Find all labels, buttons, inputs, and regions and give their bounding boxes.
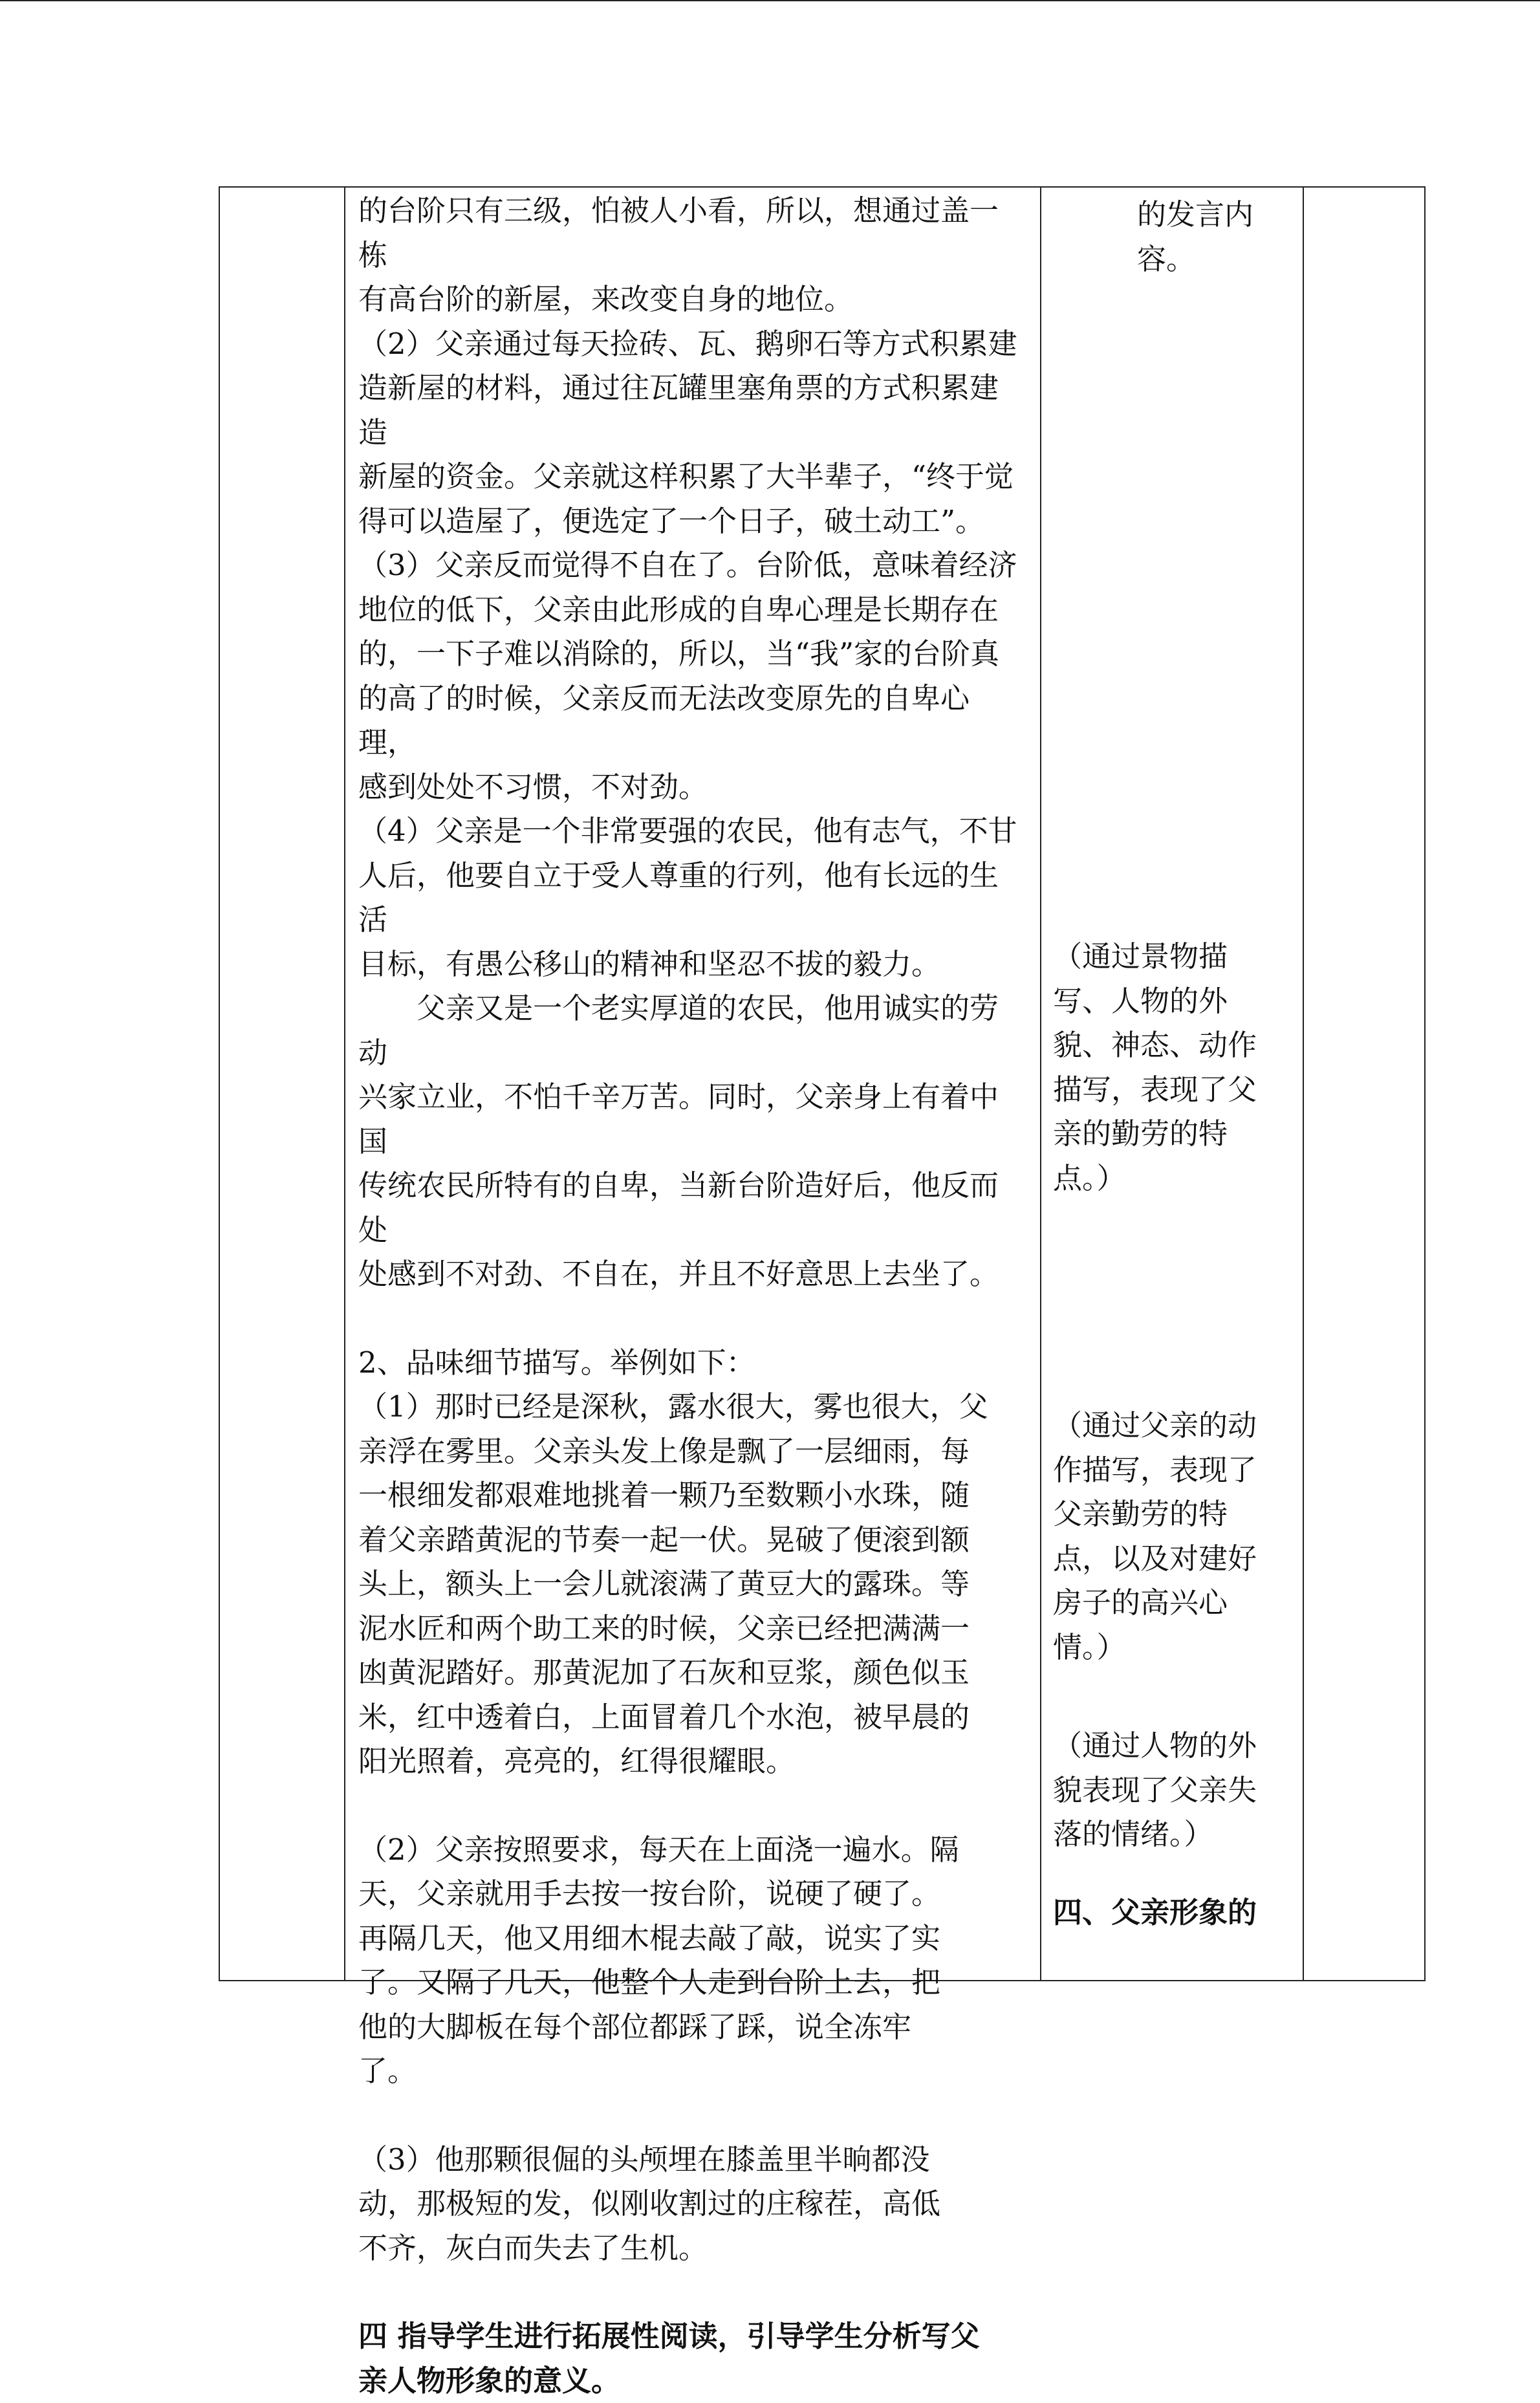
text-line: （4）父亲是一个非常要强的农民，他有志气，不甘: [358, 809, 1027, 854]
example-2: [358, 1828, 1027, 2094]
text-line: 的台阶只有三级，怕被人小看，所以，想通过盖一栋: [358, 189, 1027, 277]
text-line: 有高台阶的新屋，来改变自身的地位。: [358, 277, 1027, 322]
note-line: （通过人物的外: [1053, 1724, 1294, 1768]
text-line: 处感到不对劲、不自在，并且不好意思上去坐了。: [358, 1252, 1027, 1297]
lesson-table: [219, 186, 1426, 1981]
analysis-section: [358, 189, 1027, 986]
text-line: 造新屋的材料，通过往瓦罐里塞角票的方式积累建造: [358, 366, 1027, 455]
text-line: 了。又隔了几天，他整个人走到台阶上去，把: [358, 1961, 1027, 2005]
text-line: （2）父亲通过每天捡砖、瓦、鹅卵石等方式积累建: [358, 322, 1027, 367]
section-heading: 2、品味细节描写。举例如下：: [358, 1341, 1027, 1386]
notes-column: [1041, 188, 1303, 1980]
note-line: 点，以及对建好: [1053, 1537, 1294, 1582]
note-action-description: [1053, 1404, 1294, 1669]
text-line: 的高了的时候，父亲反而无法改变原先的自卑心理，: [358, 677, 1027, 765]
text-line: （3）父亲反而觉得不自在了。台阶低，意味着经济: [358, 543, 1027, 588]
note-line: 落的情绪。）: [1053, 1812, 1294, 1857]
text-line: 感到处处不习惯，不对劲。: [358, 765, 1027, 810]
summary-paragraph: [358, 986, 1027, 1297]
empty-right-column: [1304, 188, 1424, 1980]
text-line: 的，一下子难以消除的，所以，当“我”家的台阶真: [358, 632, 1027, 677]
spacer: [358, 2270, 1027, 2314]
text-line: 他的大脚板在每个部位都踩了踩，说全冻牢: [358, 2005, 1027, 2050]
spacer: [358, 1784, 1027, 1828]
extended-reading-heading: [358, 2314, 1027, 2403]
note-line: 描写，表现了父: [1053, 1068, 1294, 1113]
text-line: 人后，他要自立于受人尊重的行列，他有长远的生活: [358, 854, 1027, 942]
spacer: [358, 1297, 1027, 1341]
text-line: 阳光照着，亮亮的，红得很耀眼。: [358, 1739, 1027, 1784]
note-line: 点。）: [1053, 1157, 1294, 1201]
note-line: 房子的高兴心: [1053, 1581, 1294, 1626]
text-line: 传统农民所特有的自卑，当新台阶造好后，他反而处: [358, 1164, 1027, 1252]
text-line: 兴家立业，不怕千辛万苦。同时，父亲身上有着中国: [358, 1075, 1027, 1164]
note-line: 貌、神态、动作: [1053, 1023, 1294, 1068]
note-speech-content: [1053, 193, 1294, 281]
note-line: 父亲勤劳的特: [1053, 1492, 1294, 1537]
text-line: 亲人物形象的意义。: [358, 2359, 1027, 2403]
text-line: （3）他那颗很倔的头颅埋在膝盖里半晌都没: [358, 2138, 1027, 2182]
note-line: 亲的勤劳的特: [1053, 1112, 1294, 1157]
note-line: 四、父亲形象的: [1053, 1891, 1294, 1935]
text-line: 了。: [358, 2049, 1027, 2094]
note-line: （通过父亲的动: [1053, 1404, 1294, 1448]
text-line: 四 指导学生进行拓展性阅读，引导学生分析写父: [358, 2314, 1027, 2359]
empty-left-column: [220, 188, 344, 1980]
teaching-content-column: [345, 188, 1040, 1980]
text-line: 父亲又是一个老实厚道的农民，他用诚实的劳动: [358, 986, 1027, 1075]
text-line: 不齐，灰白而失去了生机。: [358, 2226, 1027, 2271]
note-line: 的发言内: [1137, 193, 1294, 237]
text-line: 动，那极短的发，似刚收割过的庄稼茬，高低: [358, 2182, 1027, 2226]
text-line: 凼黄泥踏好。那黄泥加了石灰和豆浆，颜色似玉: [358, 1651, 1027, 1695]
text-line: 目标，有愚公移山的精神和坚忍不拔的毅力。: [358, 942, 1027, 987]
page-top-border: [0, 0, 1540, 1]
spacer: [358, 2094, 1027, 2138]
note-line: 情。）: [1053, 1626, 1294, 1670]
note-line: 写、人物的外: [1053, 979, 1294, 1024]
note-line: 作描写，表现了: [1053, 1448, 1294, 1493]
note-line: （通过景物描: [1053, 935, 1294, 979]
detail-description-section: [358, 1341, 1027, 1784]
text-line: 着父亲踏黄泥的节奏一起一伏。晃破了便滚到额: [358, 1518, 1027, 1563]
text-line: 亲浮在雾里。父亲头发上像是飘了一层细雨，每: [358, 1430, 1027, 1474]
text-line: 得可以造屋了，便选定了一个日子，破土动工”。: [358, 499, 1027, 544]
text-line: 米，红中透着白，上面冒着几个水泡，被早晨的: [358, 1695, 1027, 1740]
text-line: 再隔几天，他又用细木棍去敲了敲，说实了实: [358, 1917, 1027, 1961]
text-line: 一根细发都艰难地挑着一颗乃至数颗小水珠，随: [358, 1473, 1027, 1518]
note-line: 容。: [1137, 237, 1294, 282]
text-line: （1）那时已经是深秋，露水很大，雾也很大，父: [358, 1385, 1027, 1430]
text-line: 头上，额头上一会儿就滚满了黄豆大的露珠。等: [358, 1562, 1027, 1607]
note-father-image-heading: [1053, 1891, 1294, 1935]
note-appearance-description: [1053, 1724, 1294, 1857]
text-line: 地位的低下，父亲由此形成的自卑心理是长期存在: [358, 588, 1027, 633]
note-line: 貌表现了父亲失: [1053, 1768, 1294, 1813]
text-line: 天，父亲就用手去按一按台阶，说硬了硬了。: [358, 1872, 1027, 1917]
text-line: 泥水匠和两个助工来的时候，父亲已经把满满一: [358, 1607, 1027, 1651]
note-scene-description: [1053, 935, 1294, 1201]
text-line: （2）父亲按照要求，每天在上面浇一遍水。隔: [358, 1828, 1027, 1873]
example-3: [358, 2138, 1027, 2271]
text-line: 新屋的资金。父亲就这样积累了大半辈子，“终于觉: [358, 455, 1027, 499]
